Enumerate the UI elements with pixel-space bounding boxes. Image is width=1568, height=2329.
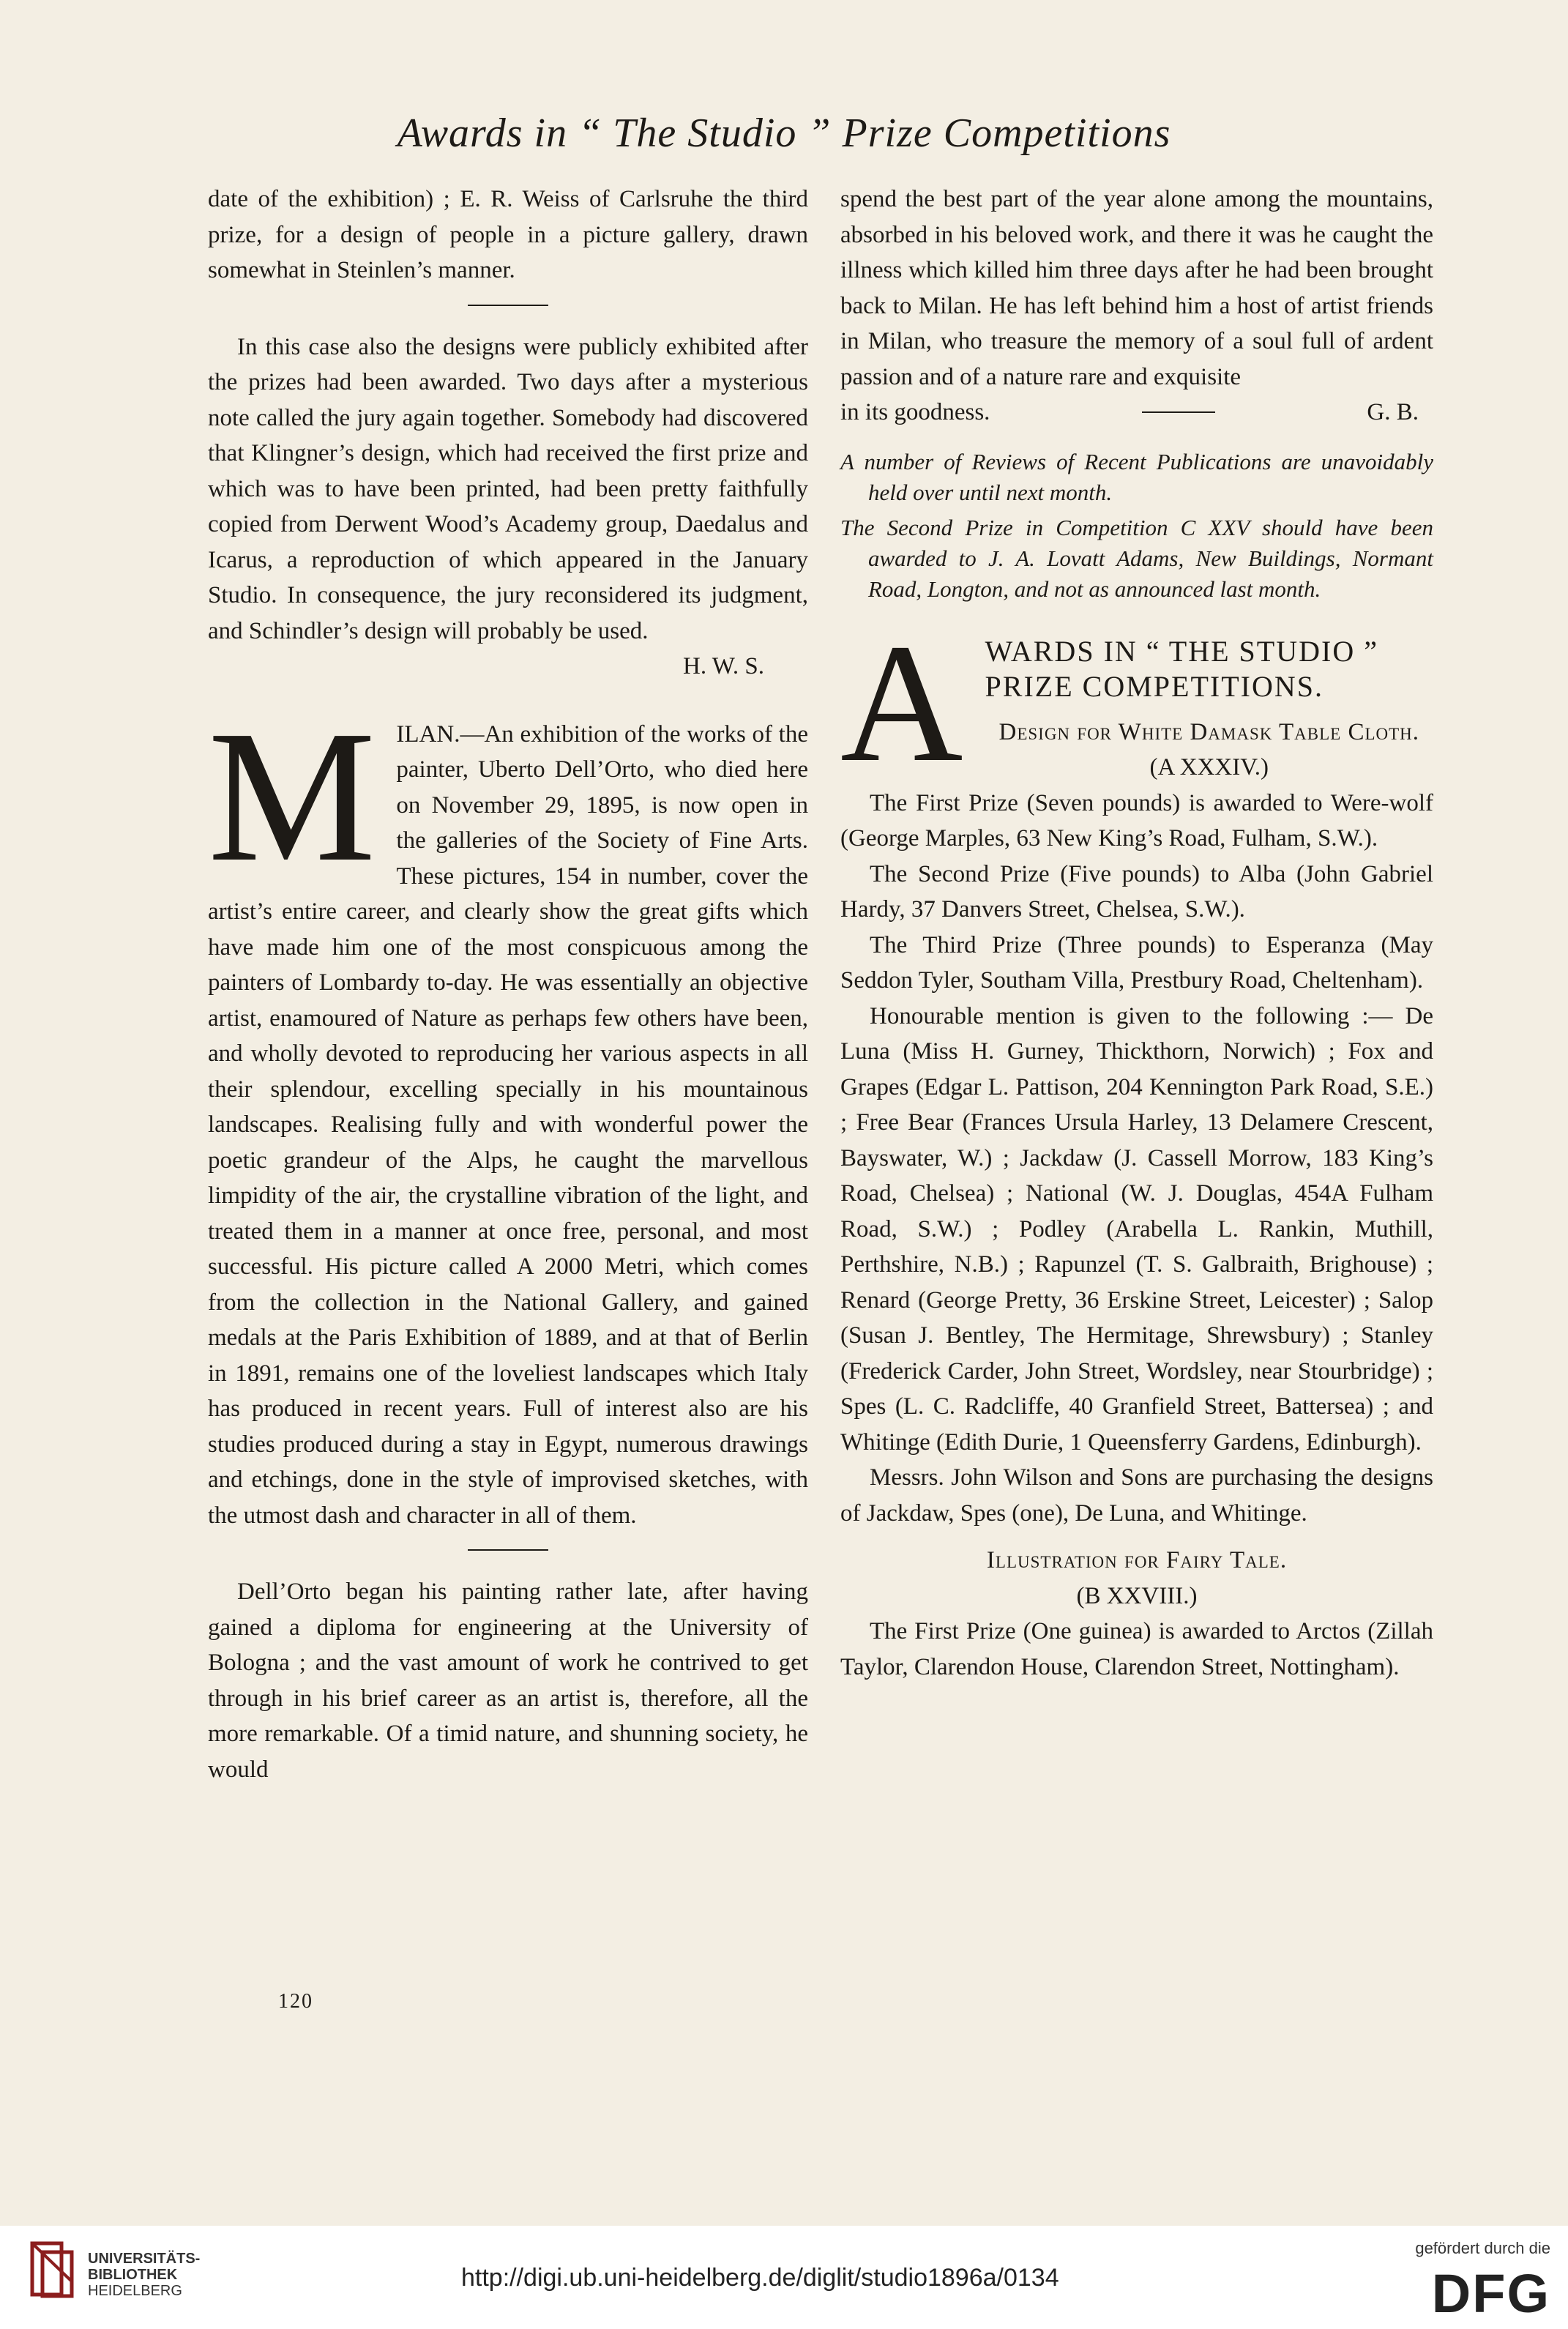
competition-code: (B XXVIII.)	[1076, 1582, 1198, 1609]
digitization-footer	[0, 2226, 1568, 2329]
library-name-line: BIBLIOTHEK	[88, 2267, 178, 2283]
paragraph: In this case also the designs were publicly exhibited after the prizes had been awarded. Two days after a mysterious note called the jury again together. Somebody had discovered that Klingner’s design, which had received the first prize and which was to have been printed, had been pretty faithfully copied from Derwent Wood’s Academy group, Daedalus and Icarus, a reproduction of which appeared in the January Studio. In consequence, the jury reconsidered its judgment, and Schindler’s design will probably be used.	[208, 333, 808, 644]
library-name-line: HEIDELBERG	[88, 2283, 182, 2299]
awards-section	[840, 608, 1433, 797]
library-name	[88, 2251, 200, 2299]
drop-cap: M	[208, 690, 376, 901]
page-number: 120	[278, 1990, 313, 2013]
library-logo-icon	[29, 2237, 81, 2300]
prize-first: The First Prize (One guinea) is awarded to Arctos (Zillah Taylor, Clarendon House, Clarendon Street, Nottingham).	[840, 1618, 1433, 1680]
subheading: Design for White Damask Table Cloth.	[998, 718, 1420, 745]
section-divider	[468, 305, 548, 306]
dfg-logo: DFG	[1431, 2263, 1550, 2324]
left-column	[208, 182, 808, 1787]
section-heading: WARDS IN “ THE STUDIO ” PRIZE COMPETITIONS.	[985, 634, 1378, 703]
running-head: Awards in “ The Studio ” Prize Competitions	[397, 111, 1171, 156]
drop-cap: A	[840, 608, 963, 797]
paragraph: spend the best part of the year alone among the mountains, absorbed in his beloved work, and there it was he caught the illness which killed him three days after he had been brought back to Milan. He has left behind him a host of artist friends in Milan, who treasure the memory of a soul full of ardent passion and of a nature rare and exquisite	[840, 186, 1433, 390]
section-divider	[1142, 411, 1215, 413]
paragraph: date of the exhibition) ; E. R. Weiss of Carlsruhe the third prize, for a design of people in a picture gallery, drawn somewhat in Steinlen’s manner.	[208, 186, 808, 283]
competition-code: (A XXXIV.)	[1149, 754, 1269, 780]
source-link[interactable]: http://digi.ub.uni-heidelberg.de/diglit/studio1896a/0134	[461, 2264, 1059, 2292]
editorial-notice: The Second Prize in Competition C XXV should have been awarded to J. A. Lovatt Adams, New Buildings, Normant Road, Longton, and not as announced last month.	[840, 514, 1433, 602]
signature: G. B.	[1367, 399, 1419, 425]
milan-article	[208, 690, 808, 1534]
paragraph-end	[840, 395, 1433, 431]
library-name-line: UNIVERSITÄTS-	[88, 2251, 201, 2267]
prize-second: The Second Prize (Five pounds) to Alba (John Gabriel Hardy, 37 Danvers Street, Chelsea, S.W.).	[840, 860, 1433, 923]
signature: H. W. S.	[683, 653, 764, 679]
right-column	[840, 182, 1433, 1685]
funding-note: gefördert durch die	[1415, 2239, 1550, 2257]
purchase-note: Messrs. John Wilson and Sons are purchasing the designs of Jackdaw, Spes (one), De Luna, and Whitinge.	[840, 1464, 1433, 1527]
prize-first: The First Prize (Seven pounds) is awarded to Were-wolf (George Marples, 63 New King’s Road, Fulham, S.W.).	[840, 789, 1433, 852]
subheading: Illustration for Fairy Tale.	[986, 1547, 1288, 1573]
editorial-notice: A number of Reviews of Recent Publications are unavoidably held over until next month.	[840, 448, 1433, 505]
paragraph-end-text: in its goodness.	[840, 399, 990, 425]
paragraph: Dell’Orto began his painting rather late, after having gained a diploma for engineering at the University of Bologna ; and the vast amount of work he contrived to get through in his brief career as an artist is, therefore, all the more remarkable. Of a timid nature, and shunning society, he would	[208, 1579, 808, 1783]
paragraph: ILAN.—An exhibition of the works of the painter, Uberto Dell’Orto, who died here on November 29, 1895, is now open in the galleries of the Society of Fine Arts. These pictures, 154 in number, cover the artist’s entire career, and clearly show the great gifts which have made him one of the most conspicuous among the painters of Lombardy to-day. He was essentially an objective artist, enamoured of Nature as perhaps few others have been, and wholly devoted to reproducing her various aspects in all their splendour, excelling specially in his mountainous landscapes. Realising fully and with wonderful power the poetic grandeur of the Alps, he caught the marvellous limpidity of the air, the crystalline vibration of the light, and treated them in a manner at once free, personal, and most successful. His picture called A 2000 Metri, which comes from the collection in the National Gallery, and gained medals at the Paris Exhibition of 1889, and at that of Berlin in 1891, remains one of the loveliest landscapes which Italy has produced in recent years. Full of interest also are his studies produced during a stay in Egypt, numerous drawings and etchings, done in the style of improvised sketches, with the utmost dash and character in all of them.	[208, 720, 808, 1529]
section-divider	[468, 1549, 548, 1551]
honourable-mention: Honourable mention is given to the following :— De Luna (Miss H. Gurney, Thickthorn, Norwich) ; Fox and Grapes (Edgar L. Pattison, 204 Kennington Park Road, S.E.) ; Free Bear (Frances Ursula Harley, 13 Delamere Crescent, Bayswater, W.) ; Jackdaw (J. Cassell Morrow, 183 King’s Road, Chelsea) ; National (W. J. Douglas, 454A Fulham Road, S.W.) ; Podley (Arabella L. Rankin, Muthill, Perthshire, N.B.) ; Rapunzel (T. S. Galbraith, Brighouse) ; Renard (George Pretty, 36 Erskine Street, Leicester) ; Salop (Susan J. Bentley, The Hermitage, Shrewsbury) ; Stanley (Frederick Carder, John Street, Wordsley, near Stourbridge) ; Spes (L. C. Radcliffe, 40 Granfield Street, Battersea) ; and Whitinge (Edith Durie, 1 Queensferry Gardens, Edinburgh).	[840, 1002, 1433, 1456]
prize-third: The Third Prize (Three pounds) to Esperanza (May Seddon Tyler, Southam Villa, Prestbury Road, Cheltenham).	[840, 931, 1433, 994]
